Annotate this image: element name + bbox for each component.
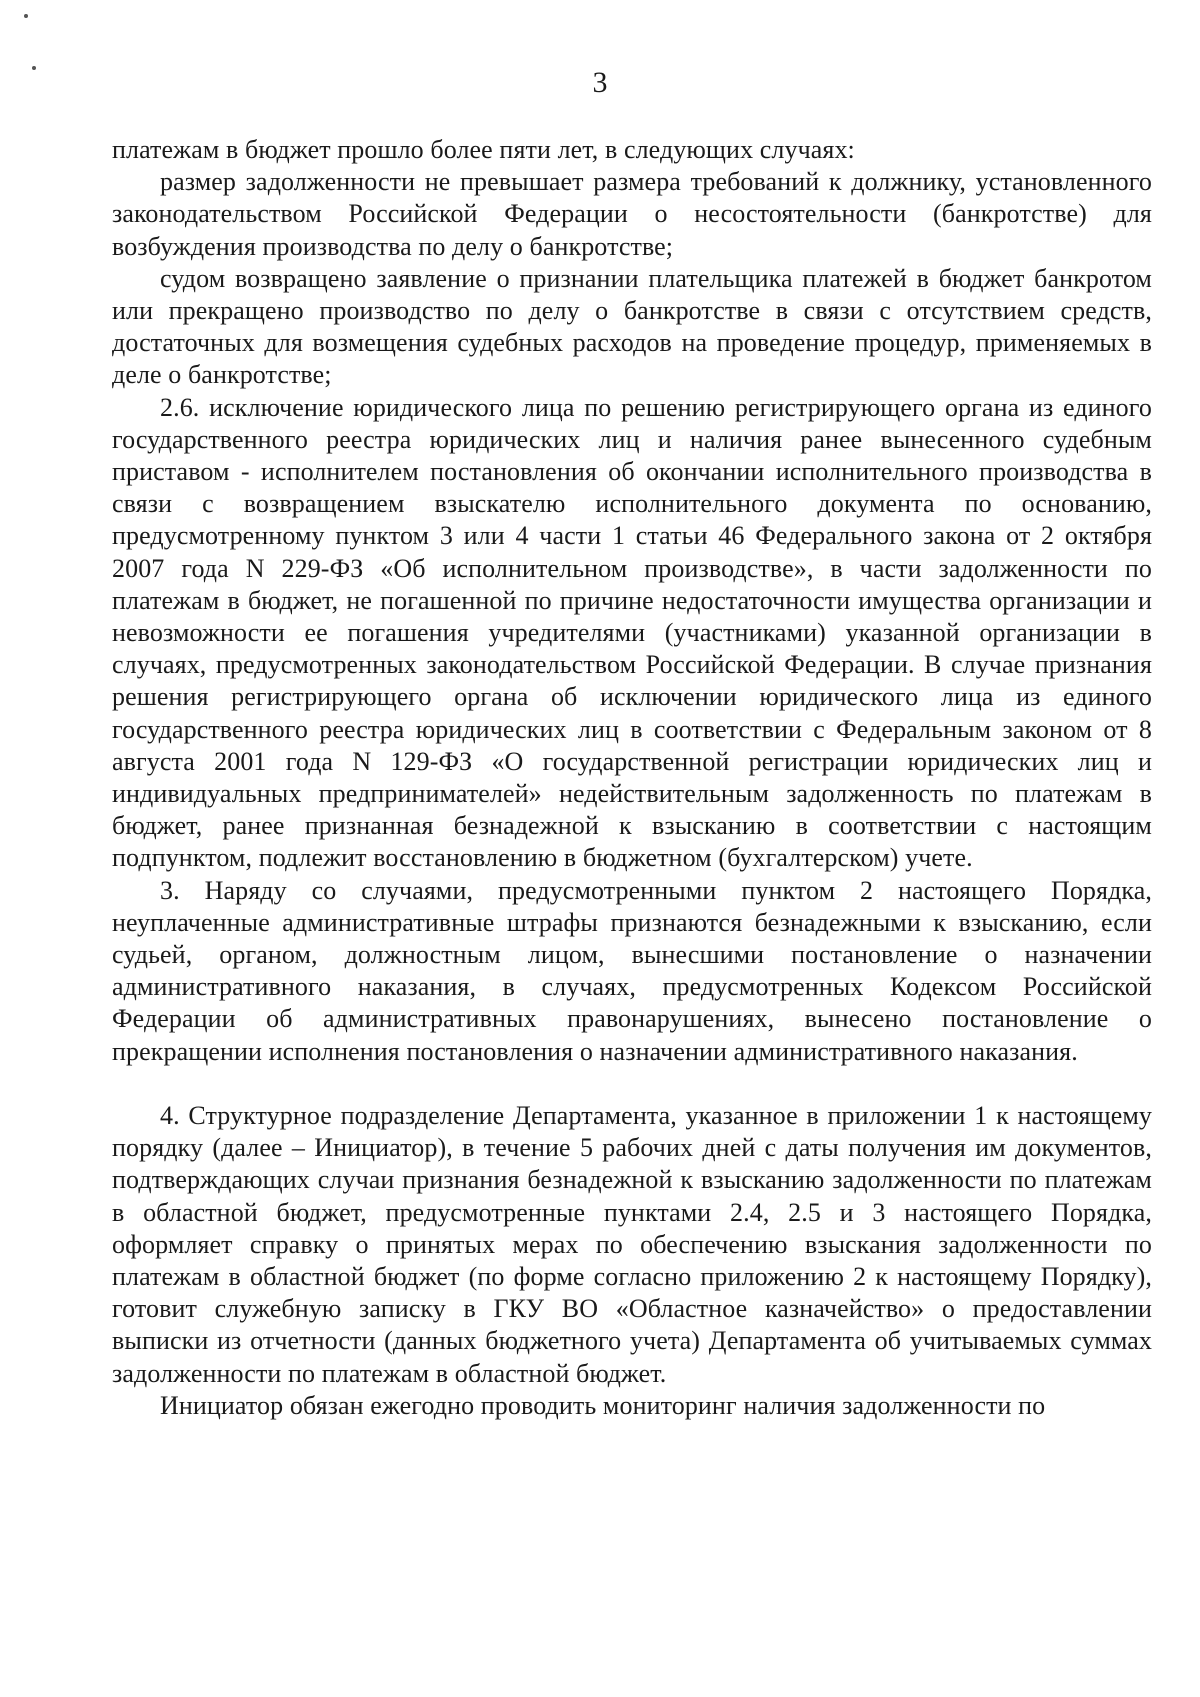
paragraph-2-6: 2.6. исключение юридического лица по решению регистрирующего органа из единого государственного реестра юридических лиц и наличия ранее вынесенного судебным приставом - исполнителем постановления об окончании исполнительного производства в связи с возвращением взыскателю исполнительного документа по основанию, предусмотренному пунктом 3 или 4 части 1 статьи 46 Федерального закона от 2 октября 2007 года N 229-ФЗ «Об исполнительном производстве», в части задолженности по платежам в бюджет, не погашенной по причине недостаточности имущества организации и невозможности ее погашения учредителями (участниками) указанной организации в случаях, предусмотренных законодательством Российской Федерации. В случае признания решения регистрирующего органа об исключении юридического лица из единого государственного реестра юридических лиц в соответствии с Федеральным законом от 8 августа 2001 года N 129-ФЗ «О государственной регистрации юридических лиц и индивидуальных предпринимателей» недействительным задолженность по платежам в бюджет, ранее признанная безнадежной к взысканию в соответствии с настоящим подпунктом, подлежит восстановлению в бюджетном (бухгалтерском) учете. (112, 392, 1152, 873)
scan-artifact-dot (24, 14, 28, 18)
paragraph-initiator: Инициатор обязан ежегодно проводить мониторинг наличия задолженности по (160, 1390, 1046, 1420)
paragraph-court-returned: судом возвращено заявление о признании плательщика платежей в бюджет банкротом или прекращено производство по делу о банкротстве в связи с отсутствием средств, достаточных для возмещения судебных расходов на проведение процедур, применяемых в деле о банкротстве; (112, 263, 1152, 390)
paragraph-continuation: платежам в бюджет прошло более пяти лет, в следующих случаях: (112, 135, 855, 164)
paragraph-3: 3. Наряду со случаями, предусмотренными пунктом 2 настоящего Порядка, неуплаченные административные штрафы признаются безнадежными к взысканию, если судьей, органом, должностным лицом, вынесшими постановление о назначении административного наказания, в случаях, предусмотренных Кодексом Российской Федерации об административных правонарушениях, вынесено постановление о прекращении исполнения постановления о назначении административного наказания. (112, 875, 1152, 1066)
document-body (112, 134, 1152, 1422)
page-number: 3 (592, 66, 608, 99)
paragraph-4: 4. Структурное подразделение Департамента, указанное в приложении 1 к настоящему порядку (далее – Инициатор), в течение 5 рабочих дней с даты получения им документов, подтверждающих случаи признания безнадежной к взысканию задолженности по платежам в областной бюджет, предусмотренные пунктами 2.4, 2.5 и 3 настоящего Порядка, оформляет справку о принятых мерах по обеспечению взыскания задолженности по платежам в областной бюджет (по форме согласно приложению 2 к настоящему Порядку), готовит служебную записку в ГКУ ВО «Областное казначейство» о предоставлении выписки из отчетности (данных бюджетного учета) Департамента об учитываемых суммах задолженности по платежам в областной бюджет. (112, 1100, 1152, 1388)
paragraph-debt-size: размер задолженности не превышает размера требований к должнику, установленного законодательством Российской Федерации о несостоятельности (банкротстве) для возбуждения производства по делу о банкротстве; (112, 167, 1152, 261)
